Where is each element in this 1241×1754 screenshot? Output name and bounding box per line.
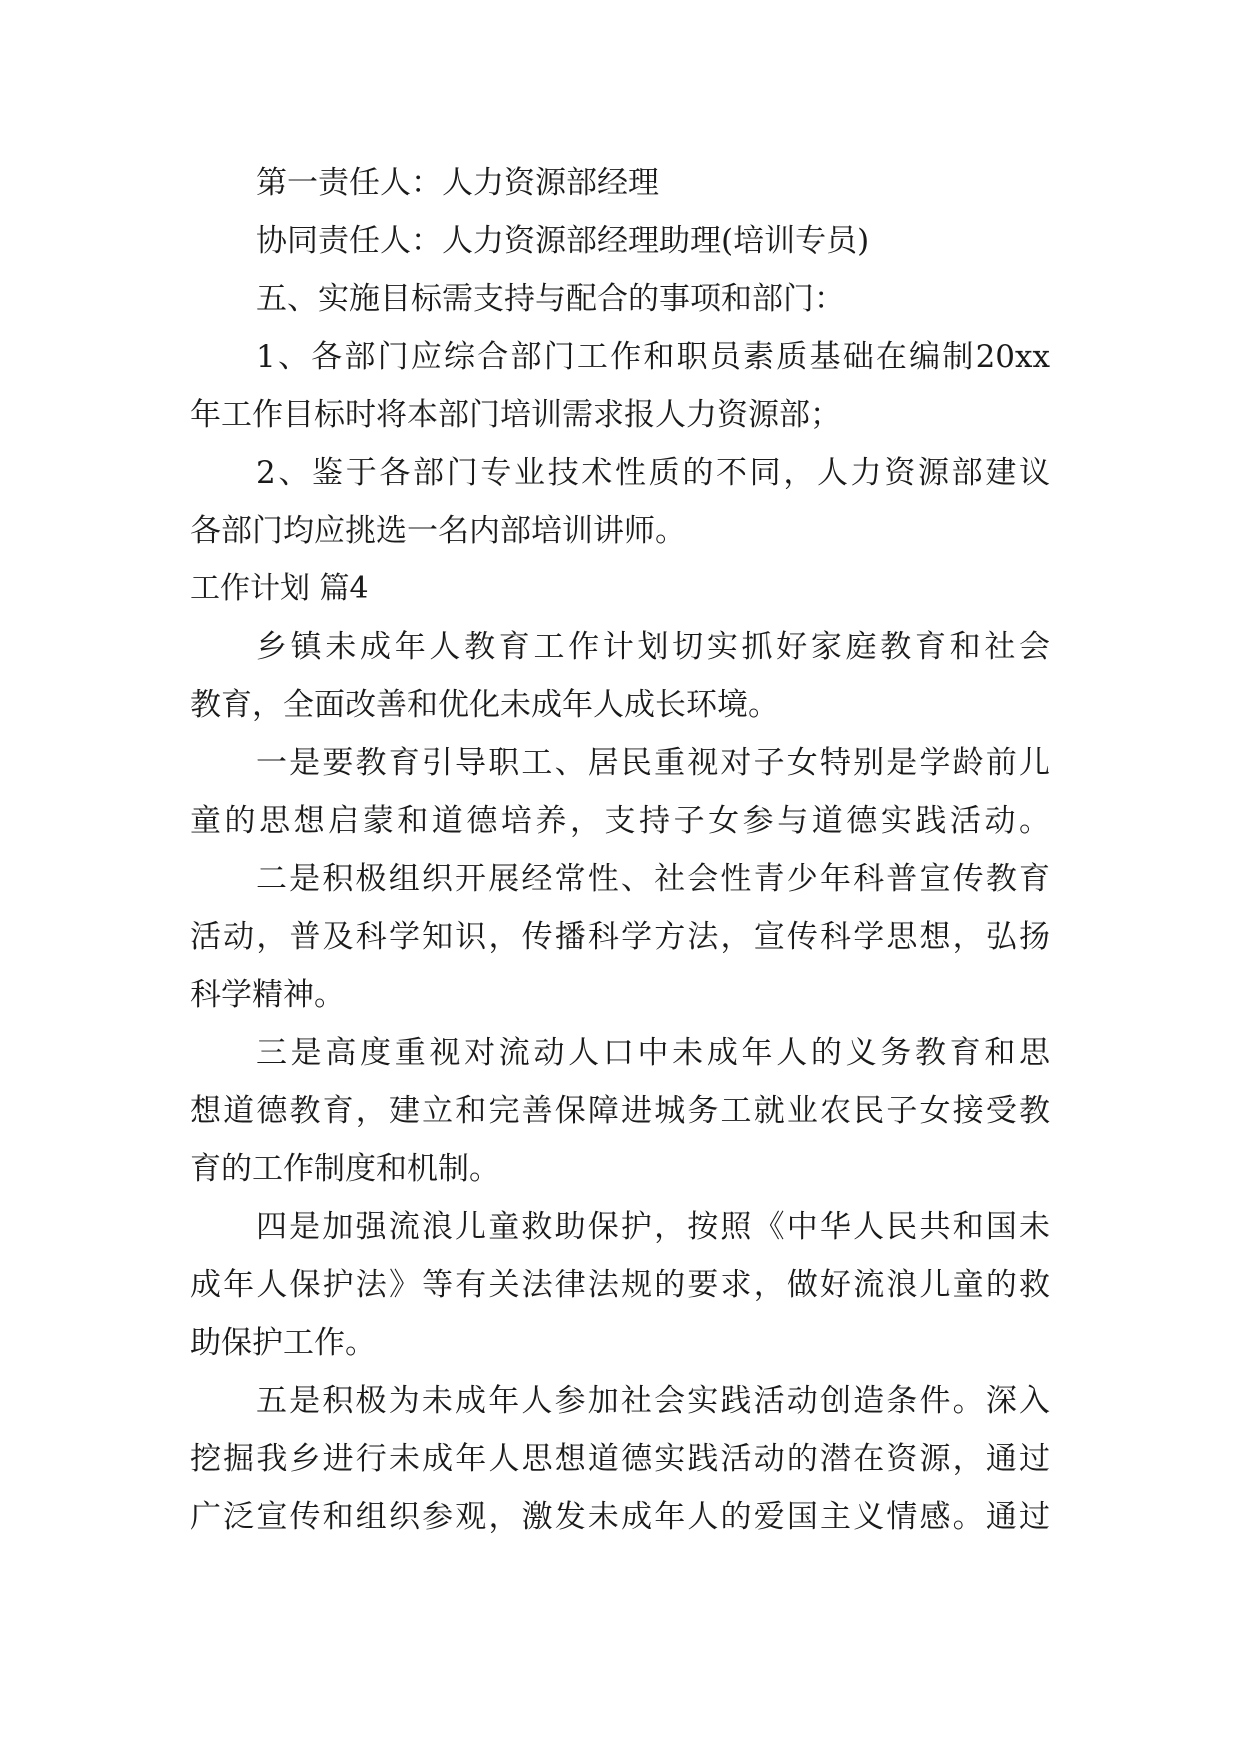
text-line: 教育，全面改善和优化未成年人成长环境。: [190, 687, 779, 723]
text-line: 育的工作制度和机制。: [190, 1151, 500, 1187]
text-line: 乡镇未成年人教育工作计划切实抓好家庭教育和社会: [256, 629, 1050, 665]
section-heading: 工作计划 篇4: [190, 571, 369, 606]
text-line: 一是要教育引导职工、居民重视对子女特别是学龄前儿: [256, 745, 1050, 781]
text-line: 2、鉴于各部门专业技术性质的不同，人力资源部建议: [256, 455, 1050, 491]
text-line: 各部门均应挑选一名内部培训讲师。: [190, 513, 686, 549]
text-line: 想道德教育，建立和完善保障进城务工就业农民子女接受教: [190, 1093, 1050, 1129]
text-line: 三是高度重视对流动人口中未成年人的义务教育和思: [256, 1035, 1050, 1071]
text-line: 四是加强流浪儿童救助保护，按照《中华人民共和国未: [256, 1209, 1050, 1245]
text-line: 广泛宣传和组织参观，激发未成年人的爱国主义情感。通过: [190, 1499, 1050, 1535]
text-line: 成年人保护法》等有关法律法规的要求，做好流浪儿童的救: [190, 1267, 1050, 1303]
text-line: 1、各部门应综合部门工作和职员素质基础在编制20xx: [256, 339, 1050, 375]
text-line: 协同责任人：人力资源部经理助理(培训专员): [256, 223, 870, 259]
text-line: 科学精神。: [190, 977, 345, 1013]
text-line: 童的思想启蒙和道德培养，支持子女参与道德实践活动。: [190, 803, 1050, 839]
text-line: 挖掘我乡进行未成年人思想道德实践活动的潜在资源，通过: [190, 1441, 1050, 1477]
text-line: 年工作目标时将本部门培训需求报人力资源部；: [190, 397, 841, 433]
text-line: 二是积极组织开展经常性、社会性青少年科普宣传教育: [256, 861, 1050, 897]
text-line: 五是积极为未成年人参加社会实践活动创造条件。深入: [256, 1383, 1050, 1419]
text-line: 五、实施目标需支持与配合的事项和部门：: [256, 281, 845, 317]
text-line: 助保护工作。: [190, 1325, 376, 1361]
text-line: 第一责任人：人力资源部经理: [256, 165, 659, 201]
text-line: 活动，普及科学知识，传播科学方法，宣传科学思想，弘扬: [190, 919, 1050, 955]
